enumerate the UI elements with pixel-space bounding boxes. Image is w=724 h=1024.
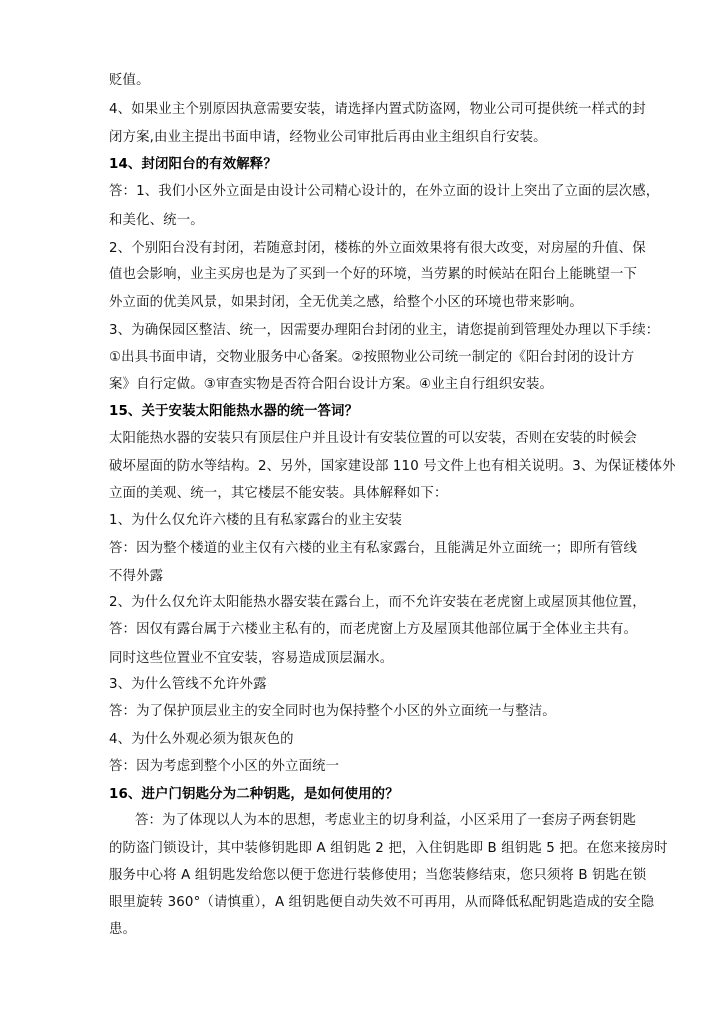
section-heading-15: 15、关于安装太阳能热水器的统一答词？ [109,404,359,419]
text-line: 服务中心将 A 组钥匙发给您以便于您进行装修使用；当您装修结束，您只须将 B 钥匙在锁 [109,868,647,883]
text-line: 3、为什么管线不允许外露 [109,677,267,692]
text-line: 外立面的优美风景，如果封闭，全无优美之感，给整个小区的环境也带来影响。 [109,295,583,310]
text-line: 立面的美观、统一，其它楼层不能安装。具体解释如下： [109,486,448,501]
text-line: 答：为了体现以人为本的思想，考虑业主的切身利益，小区采用了一套房子两套钥匙 [135,813,637,828]
text-line: 不得外露 [109,569,164,584]
text-line: 太阳能热水器的安装只有顶层住户并且设计有安装位置的可以安装，否则在安装的时候会 [109,431,638,446]
text-line: 的防盗门锁设计，其中装修钥匙即 A 组钥匙 2 把，入住钥匙即 B 组钥匙 5 把。在您来接房时 [109,841,668,856]
text-line: 贬值。 [109,73,150,88]
text-line: 1、为什么仅允许六楼的且有私家露台的业主安装 [109,513,403,528]
text-line: 和美化、统一。 [109,213,204,228]
section-heading-14: 14、封闭阳台的有效解释？ [109,157,277,172]
text-line: 2、为什么仅允许太阳能热水器安装在露台上，而不允许安装在老虎窗上或屋顶其他位置， [109,595,646,610]
text-line: 3、为确保园区整洁、统一，因需要办理阳台封闭的业主，请您提前到管理处办理以下手续： [109,323,660,338]
text-line: 答：因为考虑到整个小区的外立面统一 [109,759,340,774]
text-line: 值也会影响，业主买房也是为了买到一个好的环境，当劳累的时候站在阳台上能眺望一下 [109,267,638,282]
text-line: 答：为了保护顶层业主的安全同时也为保持整个小区的外立面统一与整洁。 [109,704,556,719]
text-line: 闭方案,由业主提出书面申请，经物业公司审批后再由业主组织自行安装。 [109,130,547,145]
text-line: 4、为什么外观必须为银灰色的 [109,732,294,747]
text-line: 答：因仅有露台属于六楼业主私有的，而老虎窗上方及屋顶其他部位属于全体业主共有。 [109,622,638,637]
text-line: 同时这些位置业不宜安装，容易造成顶层漏水。 [109,651,394,666]
text-line: 2、个别阳台没有封闭，若随意封闭，楼栋的外立面效果将有很大改变，对房屋的升值、保 [109,241,646,256]
section-heading-16: 16、进户门钥匙分为二种钥匙，是如何使用的？ [109,787,399,802]
text-line: ①出具书面申请，交物业服务中心备案。②按照物业公司统一制定的《阳台封闭的设计方 [109,350,635,365]
text-line: 患。 [109,922,137,937]
text-line: 答：因为整个楼道的业主仅有六楼的业主有私家露台，且能满足外立面统一；即所有管线 [109,541,638,556]
text-line: 案》自行定做。③审查实物是否符合阳台设计方案。④业主自行组织安装。 [109,377,554,392]
text-line: 答：1、我们小区外立面是由设计公司精心设计的，在外立面的设计上突出了立面的层次感， [109,184,660,199]
text-line: 眼里旋转 360°（请慎重），A 组钥匙便自动失效不可再用，从而降低私配钥匙造成的安全隐 [109,895,655,910]
text-line: 4、如果业主个别原因执意需要安装，请选择内置式防盗网，物业公司可提供统一样式的封 [109,102,646,117]
text-line: 破坏屋面的防水等结构。2、另外，国家建设部 110 号文件上也有相关说明。3、为保证楼体外 [109,459,676,474]
